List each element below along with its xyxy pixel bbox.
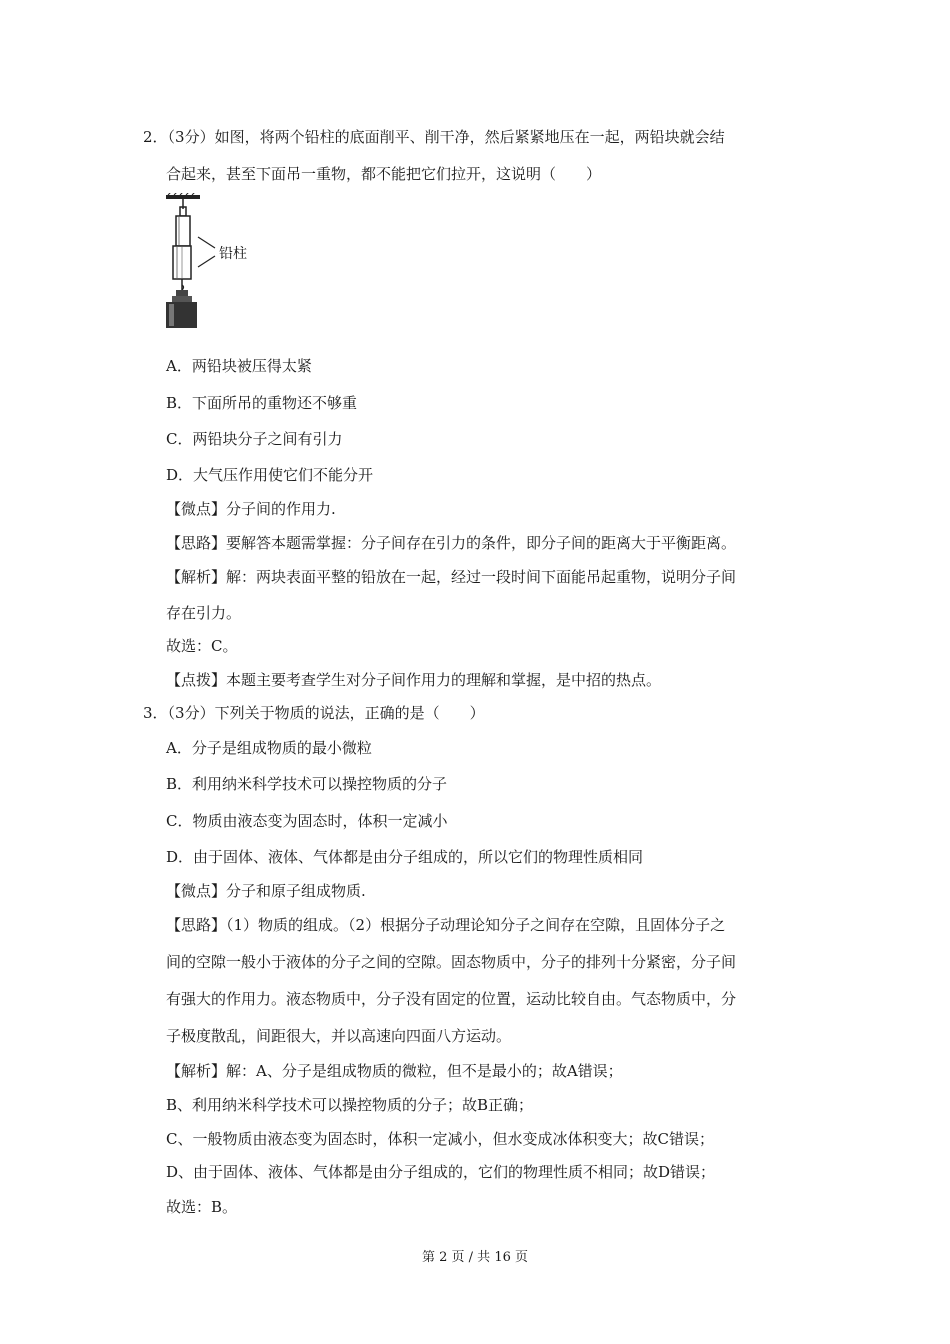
q3-jiexi-a: 【解析】解：A、分子是组成物质的微粒，但不是最小的；故A错误； [166,1062,623,1080]
q3-stem: 3．（3分）下列关于物质的说法，正确的是（ ） [143,704,485,722]
q3-silu-line3: 有强大的作用力。液态物质中，分子没有固定的位置，运动比较自由。气态物质中，分 [166,990,737,1008]
q2-option-c: C．两铅块分子之间有引力 [166,430,343,448]
q3-option-a: A．分子是组成物质的最小微粒 [166,739,372,757]
q3-silu-line4: 子极度散乱，间距很大，并以高速向四面八方运动。 [166,1027,512,1045]
q2-stem-line2: 合起来，甚至下面吊一重物，都不能把它们拉开，这说明（ ） [166,165,602,183]
q2-dianbo: 【点拨】本题主要考查学生对分子间作用力的理解和掌握，是中招的热点。 [166,671,662,689]
q2-option-a: A．两铅块被压得太紧 [166,357,312,375]
q2-jiexi-line2: 存在引力。 [166,604,242,622]
q2-option-d: D．大气压作用使它们不能分开 [166,466,374,484]
lead-cylinders-figure [160,193,270,333]
q2-weidian: 【微点】分子间的作用力. [166,500,336,518]
q2-jiexi-line1: 【解析】解：两块表面平整的铅放在一起，经过一段时间下面能吊起重物，说明分子间 [166,568,737,586]
q3-option-d: D．由于固体、液体、气体都是由分子组成的，所以它们的物理性质相同 [166,848,644,866]
q2-answer: 故选：C。 [166,637,238,655]
q3-weidian: 【微点】分子和原子组成物质. [166,882,366,900]
q3-jiexi-d: D、由于固体、液体、气体都是由分子组成的，它们的物理性质不相同；故D错误； [166,1163,716,1181]
q3-silu-line1: 【思路】（1）物质的组成。（2）根据分子动理论知分子之间存在空隙，且固体分子之 [166,916,726,934]
q3-jiexi-c: C、一般物质由液态变为固态时，体积一定减小，但水变成冰体积变大；故C错误； [166,1130,714,1148]
q3-silu-line2: 间的空隙一般小于液体的分子之间的空隙。固态物质中，分子的排列十分紧密，分子间 [166,953,737,971]
q3-jiexi-b: B、利用纳米科学技术可以操控物质的分子；故B正确； [166,1096,534,1114]
q3-option-c: C．物质由液态变为固态时，体积一定减小 [166,812,448,830]
page-footer: 第 2 页 / 共 16 页 [422,1250,528,1265]
q2-silu: 【思路】要解答本题需掌握：分子间存在引力的条件，即分子间的距离大于平衡距离。 [166,534,737,552]
q2-option-b: B．下面所吊的重物还不够重 [166,394,358,412]
q3-answer: 故选：B。 [166,1198,238,1216]
q3-option-b: B．利用纳米科学技术可以操控物质的分子 [166,775,448,793]
figure-label: 铅柱 [219,246,247,262]
q2-stem-line1: 2．（3分）如图，将两个铅柱的底面削平、削干净，然后紧紧地压在一起，两铅块就会结 [143,128,725,146]
